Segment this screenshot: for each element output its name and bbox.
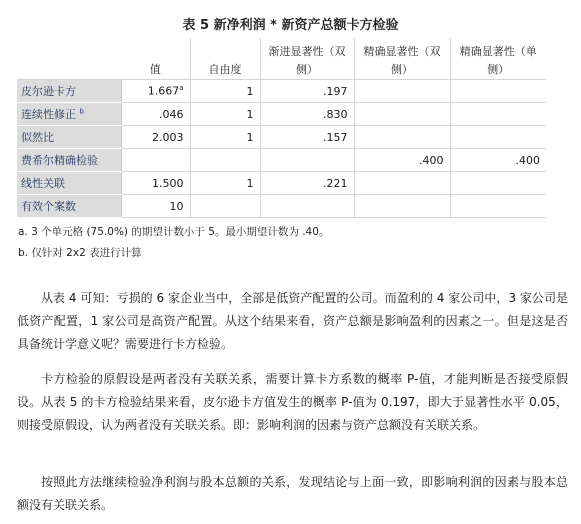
header-exact-two-2: 侧）	[354, 59, 450, 80]
header-exact-one-1: 精确显著性（单	[459, 45, 537, 58]
cell-exact-two	[354, 126, 450, 149]
header-value: 值	[121, 59, 190, 80]
header-row-bottom	[17, 59, 546, 80]
header-spacer-value	[121, 38, 190, 59]
cell-exact-two	[354, 80, 450, 103]
cell-df	[190, 149, 260, 172]
body-paragraph-2: 卡方检验的原假设是两者没有关联关系，需要计算卡方系数的概率 P-值，才能判断是否接受原假设。从表 5 的卡方检验结果来看，皮尔逊卡方值发生的概率 P-值为 0.197，即大于显著性水平 0.05，则接受原假设，认为两者没有关联关系。即：影响利润的因素与资产总额没有关联关系。	[17, 372, 568, 432]
table-row	[17, 126, 546, 149]
header-exact-two-1: 精确显著性（双	[354, 38, 450, 59]
row-label: 似然比	[17, 126, 121, 149]
cell-exact-two: .400	[354, 149, 450, 172]
body-paragraph-3: 按照此方法继续检验净利润与股本总额的关系，发现结论与上面一致，即影响利润的因素与股本总额没有关联关系。	[17, 475, 568, 512]
header-corner	[17, 38, 121, 59]
cell-df: 1	[190, 172, 260, 195]
cell-exact-one	[450, 103, 546, 126]
cell-exact-two	[354, 103, 450, 126]
cell-value: 1.667$^a$	[121, 80, 190, 103]
cell-exact-one	[450, 195, 546, 218]
header-exact-one-2: 侧）	[450, 59, 546, 80]
cell-exact-one: .400	[450, 149, 546, 172]
cell-exact-one	[450, 80, 546, 103]
header-row-top	[17, 38, 546, 59]
row-label: 连续性修正 $^b$	[17, 103, 121, 126]
row-label: 皮尔逊卡方	[17, 80, 121, 103]
header-df: 自由度	[190, 59, 260, 80]
row-label: 有效个案数	[17, 195, 121, 218]
footnote-a: a. 3 个单元格 (75.0%) 的期望计数小于 5。最小期望计数为 .40。	[18, 226, 330, 238]
table-row	[17, 172, 546, 195]
cell-df	[190, 195, 260, 218]
row-label: 线性关联	[17, 172, 121, 195]
header-asymp-sig-1: 渐进显著性（双	[260, 38, 354, 59]
cell-asymp-sig: .157	[260, 126, 354, 149]
table-row	[17, 195, 546, 218]
header-spacer-df	[190, 38, 260, 59]
cell-df: 1	[190, 80, 260, 103]
cell-asymp-sig: .197	[260, 80, 354, 103]
cell-value: 2.003	[121, 126, 190, 149]
cell-value	[121, 149, 190, 172]
cell-exact-one	[450, 126, 546, 149]
cell-value: 1.500	[121, 172, 190, 195]
cell-asymp-sig: .221	[260, 172, 354, 195]
body-paragraph-1: 从表 4 可知：亏损的 6 家企业当中，全部是低资产配置的公司。而盈利的 4 家公司中，3 家公司是低资产配置，1 家公司是高资产配置。从这个结果来看，资产总额是影响盈利的因素之一。但是这是否具备统计学意义呢？需要进行卡方检验。	[17, 291, 568, 351]
table-footnotes	[18, 222, 329, 264]
cell-exact-two	[354, 172, 450, 195]
table-title: 表 5 新净利润 * 新资产总额卡方检验	[182, 18, 399, 33]
cell-df: 1	[190, 103, 260, 126]
cell-value: .046	[121, 103, 190, 126]
table-row	[17, 80, 546, 103]
cell-asymp-sig: .830	[260, 103, 354, 126]
row-label: 费希尔精确检验	[17, 149, 121, 172]
header-asymp-sig-2: 侧）	[260, 59, 354, 80]
header-corner-bottom	[17, 59, 121, 80]
cell-df: 1	[190, 126, 260, 149]
cell-asymp-sig	[260, 195, 354, 218]
footnote-b: b. 仅针对 2x2 表进行计算	[18, 247, 142, 259]
cell-asymp-sig	[260, 149, 354, 172]
cell-value: 10	[121, 195, 190, 218]
cell-exact-two	[354, 195, 450, 218]
table-row	[17, 149, 546, 172]
chi-square-table	[17, 38, 546, 218]
cell-exact-one	[450, 172, 546, 195]
table-row	[17, 103, 546, 126]
